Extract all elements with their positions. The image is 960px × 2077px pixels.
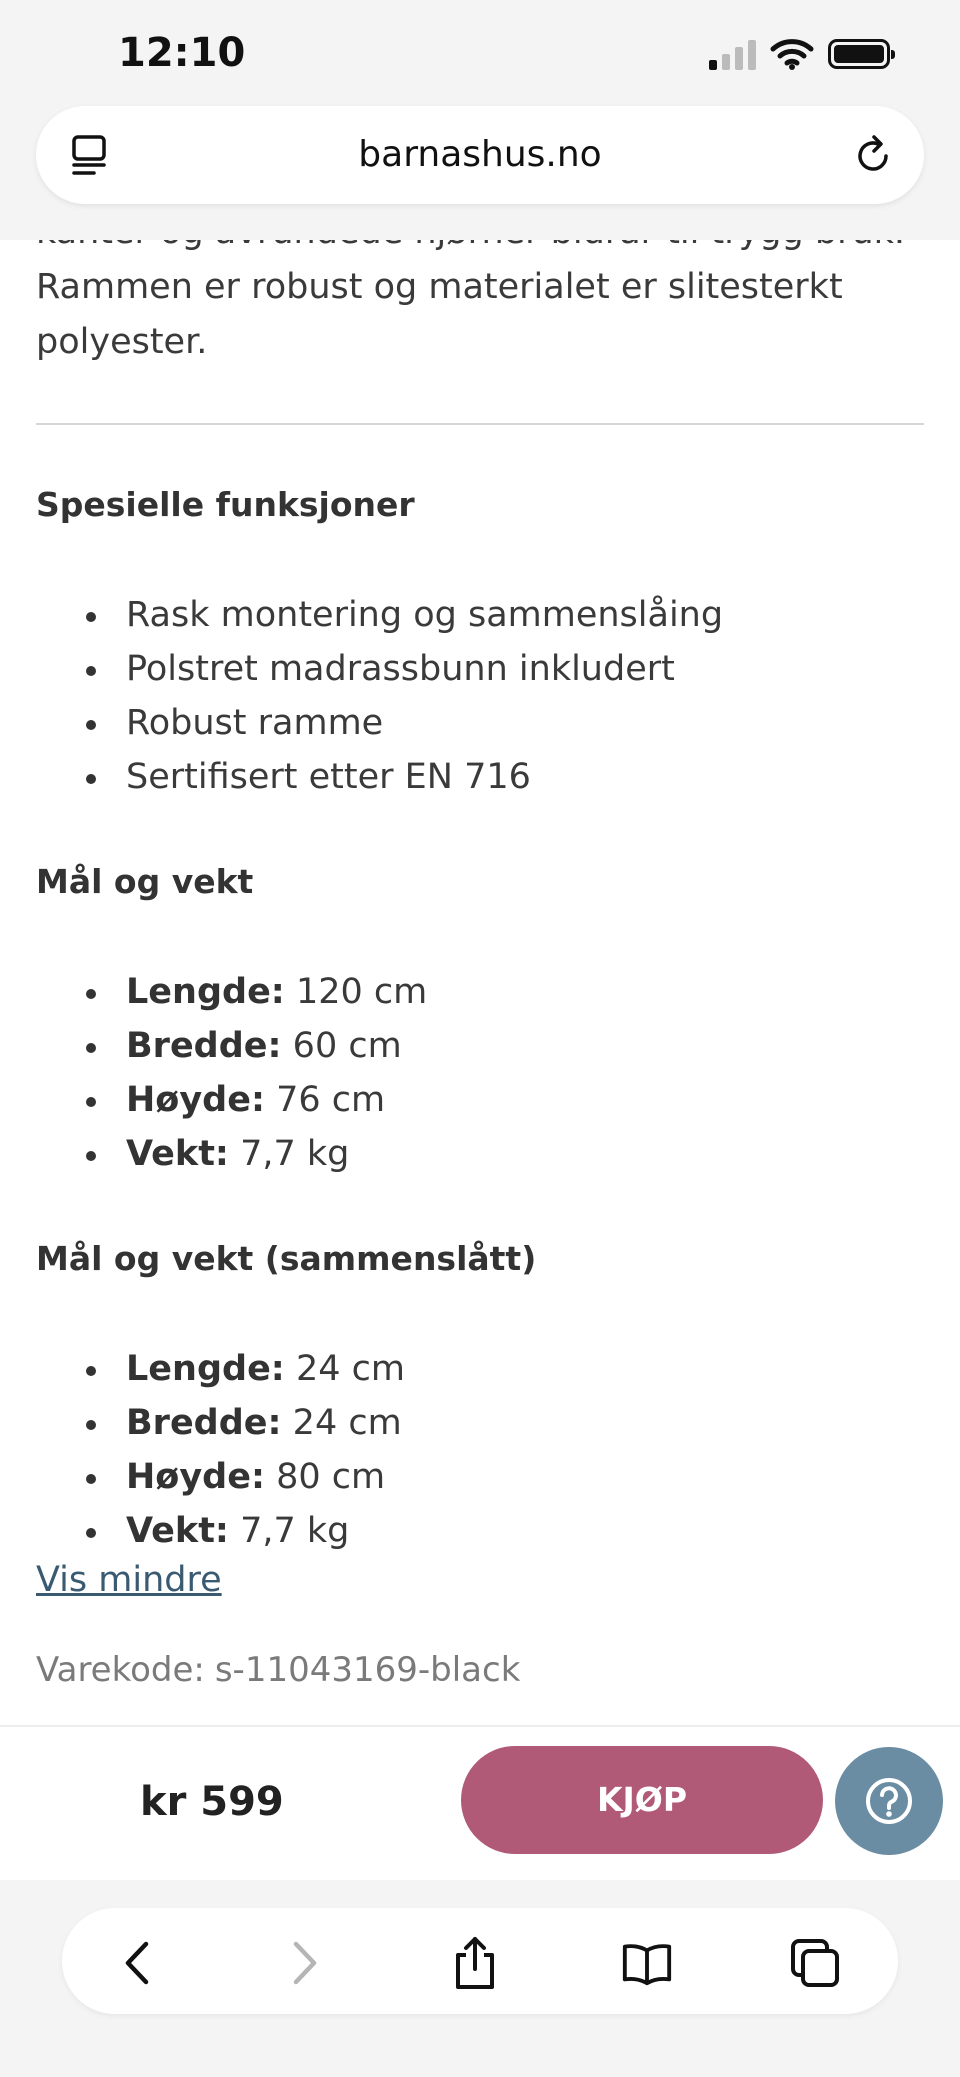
list-item [126,1396,405,1450]
list-item [126,1504,405,1558]
list-item [126,965,427,1019]
spec-label: Bredde: [126,1026,282,1066]
book-icon [620,1940,674,1986]
dimensions-list [36,965,427,1181]
spec-value: 76 cm [276,1080,386,1120]
list-item: Sertifisert etter EN 716 [126,750,723,804]
url-text[interactable]: barnashus.no [358,134,602,175]
back-button[interactable] [110,1936,164,1990]
list-item [126,1073,427,1127]
spec-value: 60 cm [292,1026,402,1066]
price: kr 599 [140,1779,284,1825]
list-item: Robust ramme [126,696,723,750]
share-button[interactable] [448,1936,502,1990]
status-icons [709,38,890,70]
reload-icon[interactable] [854,132,894,176]
folded-dimensions-list [36,1342,405,1558]
address-bar[interactable] [36,106,924,204]
share-icon [452,1935,498,1991]
spec-label: Høyde: [126,1080,265,1120]
spec-value: 80 cm [276,1457,386,1497]
status-time: 12:10 [118,30,246,76]
list-item [126,1450,405,1504]
browser-toolbar [62,1908,898,2014]
help-button[interactable] [835,1747,943,1855]
section-title-dimensions: Mål og vekt [36,862,254,901]
sku-value: s-11043169-black [214,1650,521,1690]
spec-label: Vekt: [126,1511,229,1551]
divider [36,423,924,425]
section-title-folded-dimensions: Mål og vekt (sammenslått) [36,1239,537,1278]
spec-label: Lengde: [126,1349,285,1389]
sku-line [36,1650,520,1690]
question-mark-icon [863,1775,915,1827]
spec-value: 120 cm [295,972,428,1012]
browser-bottom-bar [0,1880,960,2077]
list-item: Rask montering og sammenslåing [126,588,723,642]
tabs-icon [789,1937,841,1989]
product-description: Rammen er robust og materialet er slitesterkt polyester. [36,267,843,362]
list-item [126,1342,405,1396]
spec-value: 7,7 kg [240,1511,350,1551]
chevron-right-icon [290,1940,320,1986]
buy-button[interactable]: KJØP [461,1746,823,1854]
cellular-signal-icon [709,38,756,70]
spec-value: 24 cm [292,1403,402,1443]
browser-top-chrome [0,0,960,240]
bookmarks-button[interactable] [620,1936,674,1990]
spec-label: Vekt: [126,1134,229,1174]
show-less-link[interactable]: Vis mindre [36,1560,222,1600]
list-item [126,1019,427,1073]
spec-value: 24 cm [295,1349,405,1389]
purchase-bar [0,1725,960,1882]
list-item [126,1127,427,1181]
features-list [36,588,723,804]
sku-label: Varekode: [36,1650,205,1690]
tabs-button[interactable] [788,1936,842,1990]
forward-button[interactable] [278,1936,332,1990]
spec-value: 7,7 kg [240,1134,350,1174]
section-title-features: Spesielle funksjoner [36,485,415,524]
spec-label: Bredde: [126,1403,282,1443]
list-item: Polstret madrassbunn inkludert [126,642,723,696]
chevron-left-icon [122,1940,152,1986]
battery-icon [828,39,890,69]
spec-label: Høyde: [126,1457,265,1497]
spec-label: Lengde: [126,972,285,1012]
wifi-icon [770,38,814,70]
